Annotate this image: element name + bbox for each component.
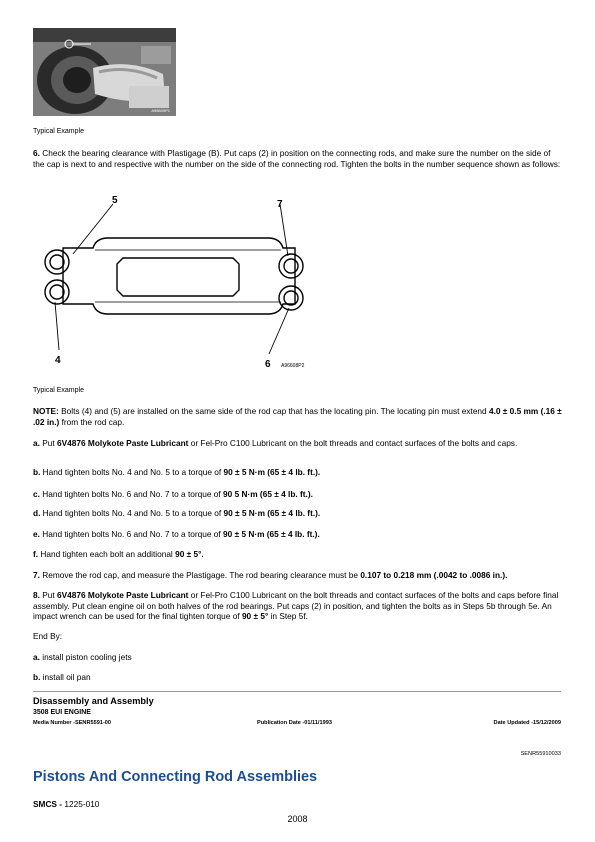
label-5: 5 bbox=[112, 195, 118, 206]
label-7: 7 bbox=[277, 199, 283, 210]
step-a: a. Put 6V4876 Molykote Paste Lubricant or Fel-Pro C100 Lubricant on the bolt threads and contact surfaces of the bolts and caps. bbox=[33, 438, 518, 448]
photo-caption: Typical Example bbox=[33, 128, 84, 135]
step-b: b. Hand tighten bolts No. 4 and No. 5 to a torque of 90 ± 5 N·m (65 ± 4 lb. ft.). bbox=[33, 467, 321, 477]
step-f: f. Hand tighten each bolt an additional 90 ± 5°. bbox=[33, 549, 204, 559]
bearing-photo bbox=[33, 28, 176, 116]
end-by-a: a. install piston cooling jets bbox=[33, 652, 132, 662]
step-c: c. Hand tighten bolts No. 6 and No. 7 to a torque of 90 5 N·m (65 ± 4 lb. ft.). bbox=[33, 489, 313, 499]
step-8: 8. Put 6V4876 Molykote Paste Lubricant or Fel-Pro C100 Lubricant on the bolt threads and contact surfaces of the bolts and caps before final assembly. Put clean engine oil on both halves of the rod bearings. Put caps (2) in position, and tighten the bolts as in Steps 5b through 5e. An impact wrench can be used for the final tighten torque of 90 ± 5° in Step 5f. bbox=[33, 590, 559, 621]
label-6: 6 bbox=[265, 359, 271, 370]
smcs-code: SMCS - 1225-010 bbox=[33, 799, 100, 809]
diagram-ref: A96608P2 bbox=[281, 363, 305, 369]
publication-date: Publication Date -01/11/1993 bbox=[257, 720, 332, 726]
step-e: e. Hand tighten bolts No. 6 and No. 7 to a torque of 90 ± 5 N·m (65 ± 4 lb. ft.). bbox=[33, 529, 320, 539]
end-by-b: b. install oil pan bbox=[33, 672, 91, 682]
page-number: 2008 bbox=[287, 814, 308, 824]
note: NOTE: Bolts (4) and (5) are installed on the same side of the rod cap that has the locating pin. The locating pin must extend 4.0 ± 0.5 mm (.16 ± .02 in.) from the rod cap. bbox=[33, 406, 562, 427]
step-6: 6. Check the bearing clearance with Plastigage (B). Put caps (2) in position on the connecting rods, and make sure the number on the side of the cap is next to and respective with the number on the side of the connecting rod. Tighten the bolts in the number sequence shown as follows: bbox=[33, 148, 561, 169]
label-4: 4 bbox=[55, 355, 61, 366]
media-number: Media Number -SENR5591-00 bbox=[33, 720, 112, 726]
page-title: Pistons And Connecting Rod Assemblies bbox=[33, 769, 318, 785]
date-updated: Date Updated -15/12/2009 bbox=[493, 720, 561, 726]
end-by-label: End By: bbox=[33, 631, 63, 641]
section-heading: Disassembly and Assembly bbox=[33, 696, 154, 706]
photo-ref-label: A96609P1 bbox=[151, 108, 170, 113]
section-divider bbox=[33, 691, 561, 692]
rod-cap-diagram bbox=[33, 192, 343, 372]
step-7: 7. Remove the rod cap, and measure the Plastigage. The rod bearing clearance must be 0.107 to 0.218 mm (.0042 to .0086 in.). bbox=[33, 570, 508, 580]
doc-id: SENR55910033 bbox=[520, 751, 561, 757]
step-d: d. Hand tighten bolts No. 4 and No. 5 to a torque of 90 ± 5 N·m (65 ± 4 lb. ft.). bbox=[33, 508, 321, 518]
diagram-caption: Typical Example bbox=[33, 387, 84, 394]
engine-label: 3508 EUI ENGINE bbox=[33, 709, 91, 716]
